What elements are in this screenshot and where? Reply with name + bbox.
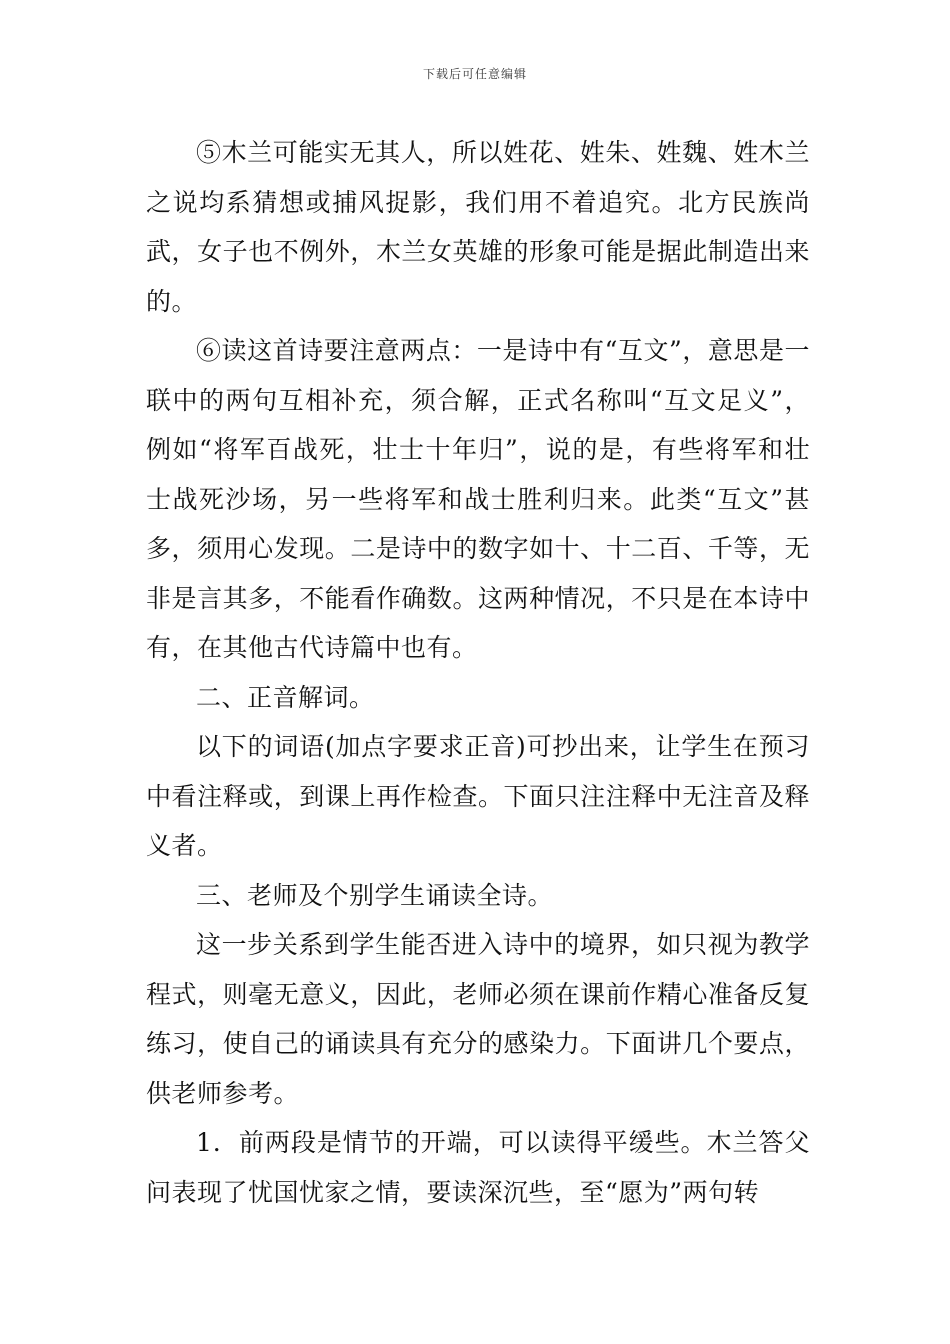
section-heading-recitation: 三、老师及个别学生诵读全诗。 [196,880,554,910]
paragraph-vocabulary: 以下的词语(加点字要求正音)可抄出来，让学生在预习中看注释或，到课上再作检查。下面只注注释中无注音及释义者。 [146,732,810,860]
document-body [146,128,810,1217]
paragraph-recitation-importance: 这一步关系到学生能否进入诗中的境界，如只视为教学程式，则毫无意义，因此，老师必须在课前作精心准备反复练习，使自己的诵读具有充分的感染力。下面讲几个要点，供老师参考。 [146,930,810,1108]
paragraph-reading-notes: ⑥读这首诗要注意两点：一是诗中有“互文”，意思是一联中的两句互相补充，须合解，正式名称叫“互文足义”，例如“将军百战死，壮士十年归”，说的是，有些将军和壮士战死沙场，另一些将军和战士胜利归来。此类“互文”甚多，须用心发现。二是诗中的数字如十、十二百、千等，无非是言其多，不能看作确数。这两种情况，不只是在本诗中有，在其他古代诗篇中也有。 [146,336,810,662]
paragraph-point-one: 1．前两段是情节的开端，可以读得平缓些。木兰答父问表现了忧国忧家之情，要读深沉些，至“愿为”两句转 [146,1128,810,1207]
paragraph-mulan-identity: ⑤木兰可能实无其人，所以姓花、姓朱、姓魏、姓木兰之说均系猜想或捕风捉影，我们用不着追究。北方民族尚武，女子也不例外，木兰女英雄的形象可能是据此制造出来的。 [146,138,810,316]
section-heading-pronunciation: 二、正音解词。 [196,682,375,712]
page-header: 下载后可任意编辑 [422,67,527,81]
